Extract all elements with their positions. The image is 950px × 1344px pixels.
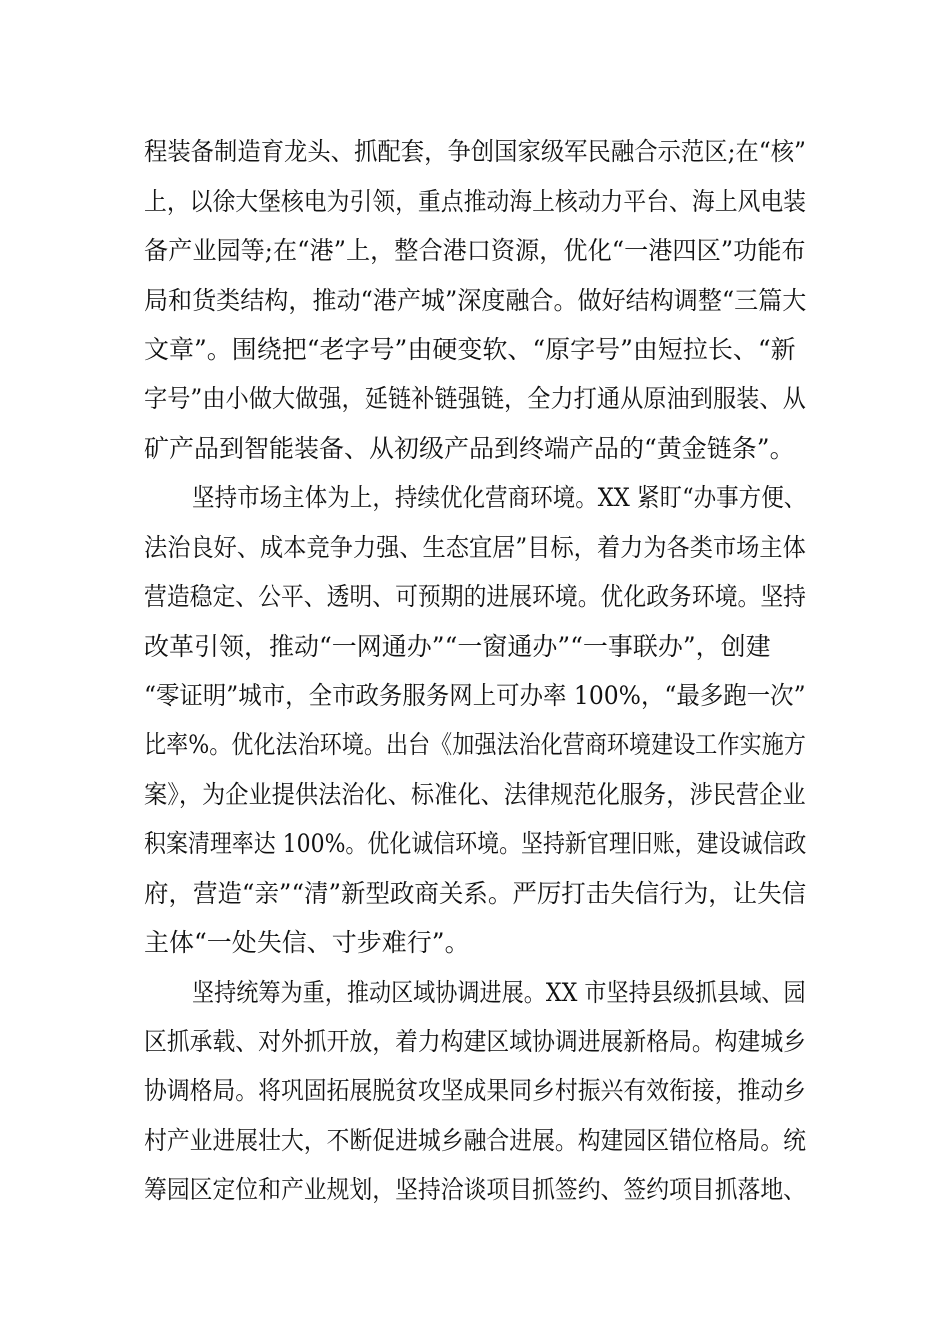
text-line: 案》，为企业提供法治化、标准化、法律规范化服务，涉民营企业 <box>144 780 806 809</box>
text-line: 营造稳定、公平、透明、可预期的进展环境。优化政务环境。坚持 <box>144 582 807 611</box>
text-line: 筹园区定位和产业规划，坚持洽谈项目抓签约、签约项目抓落地、 <box>144 1175 807 1204</box>
text-line: 文章”。围绕把“老字号”由硬变软、“原字号”由短拉长、“新 <box>144 335 796 364</box>
text-line: 备产业园等;在“港”上，整合港口资源，优化“一港四区”功能布 <box>144 236 806 265</box>
text-line: 局和货类结构，推动“港产城”深度融合。做好结构调整“三篇大 <box>144 286 807 315</box>
text-line: 比率%。优化法治环境。出台《加强法治化营商环境建设工作实施方 <box>144 730 806 759</box>
text-line: 程装备制造育龙头、抓配套，争创国家级军民融合示范区;在“核” <box>144 137 806 166</box>
text-line: 矿产品到智能装备、从初级产品到终端产品的“黄金链条”。 <box>144 434 795 463</box>
text-line: 区抓承载、对外抓开放，着力构建区域协调进展新格局。构建城乡 <box>144 1027 807 1056</box>
text-line: 积案清理率达 100%。优化诚信环境。坚持新官理旧账，建设诚信政 <box>144 829 807 858</box>
text-line: 法治良好、成本竞争力强、生态宜居”目标，着力为各类市场主体 <box>144 533 806 562</box>
text-line: 改革引领，推动“一网通办”“一窗通办”“一事联办”，创建 <box>144 632 771 661</box>
text-line: 上，以徐大堡核电为引领，重点推动海上核动力平台、海上风电装 <box>144 187 807 216</box>
text-line: 坚持统筹为重，推动区域协调进展。XX 市坚持县级抓县域、园 <box>192 978 806 1007</box>
text-line: 主体“一处失信、寸步难行”。 <box>144 928 470 957</box>
text-line: 村产业进展壮大，不断促进城乡融合进展。构建园区错位格局。统 <box>144 1126 807 1155</box>
text-line: “零证明”城市，全市政务服务网上可办率 100%，“最多跑一次” <box>144 681 806 710</box>
text-line: 府，营造“亲”“清”新型政商关系。严厉打击失信行为，让失信 <box>144 879 807 908</box>
text-line: 协调格局。将巩固拓展脱贫攻坚成果同乡村振兴有效衔接，推动乡 <box>144 1076 807 1105</box>
text-line: 字号”由小做大做强，延链补链强链，全力打通从原油到服装、从 <box>144 384 806 413</box>
text-line: 坚持市场主体为上，持续优化营商环境。XX 紧盯“办事方便、 <box>192 483 807 512</box>
